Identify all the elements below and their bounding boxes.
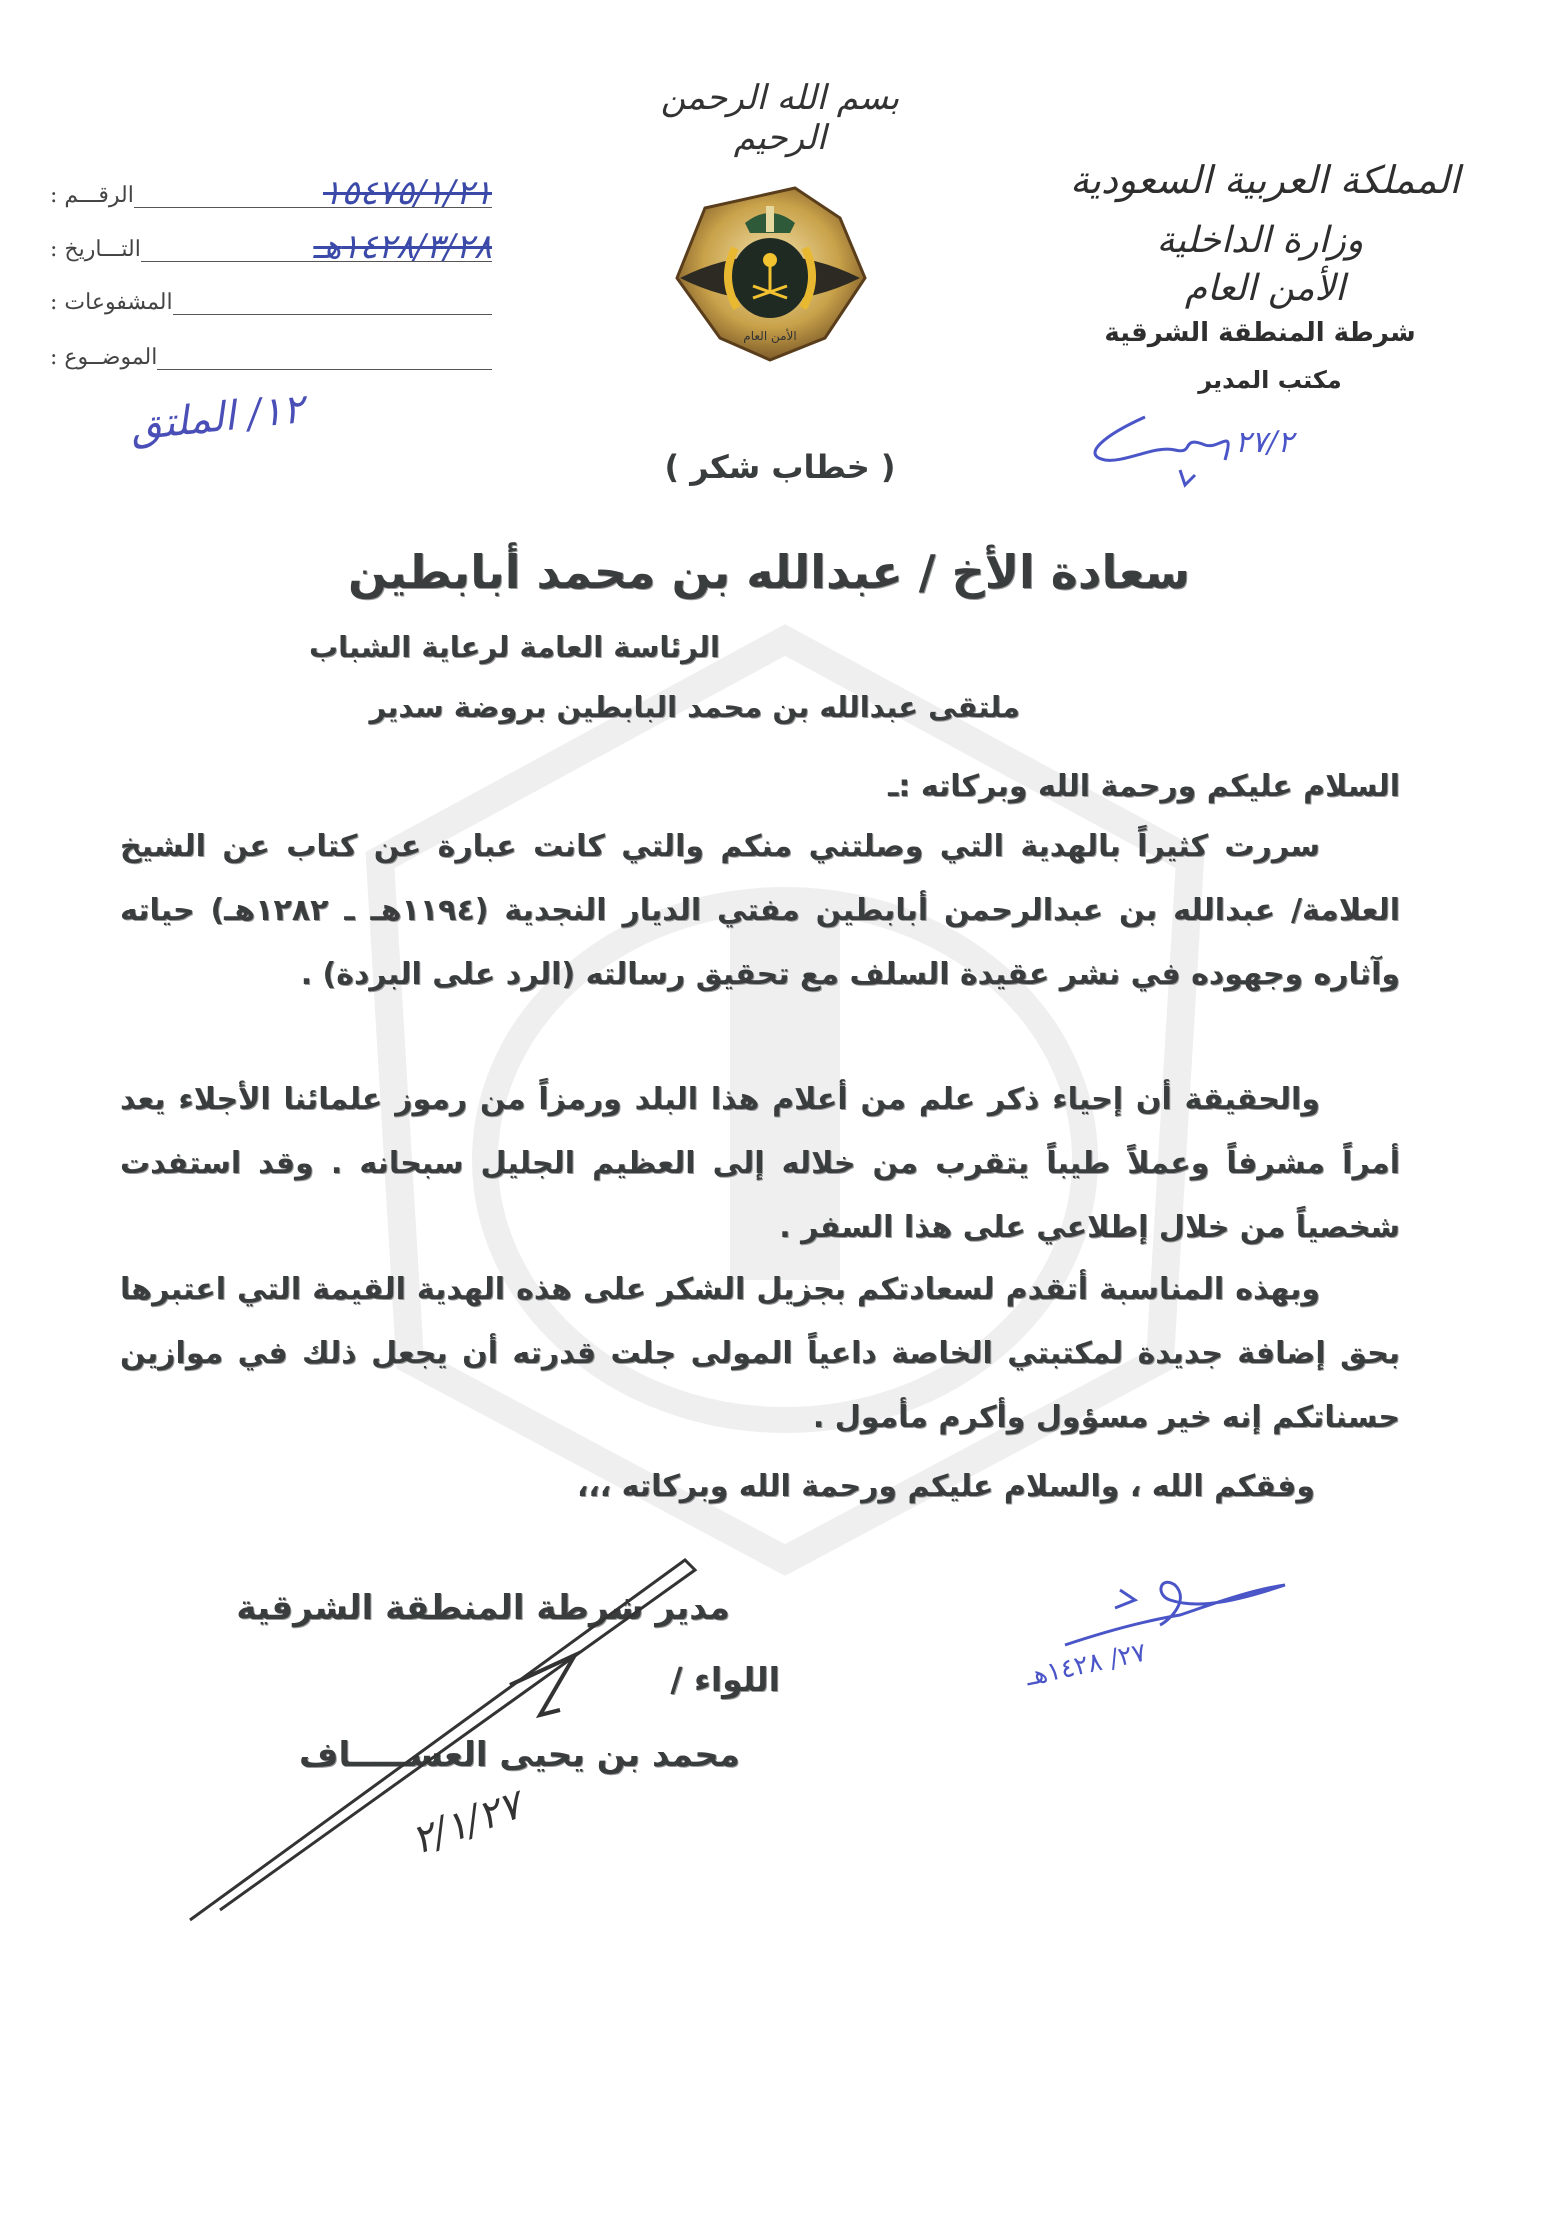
handwritten-note: ١٢/ الملتق: [128, 386, 307, 450]
recipient-forum: ملتقى عبدالله بن محمد البابطين بروضة سدير: [369, 690, 1020, 724]
date-label: التـــاريخ :: [50, 237, 141, 262]
date-value: ١٤٢٨/٣/٢٨هـ: [313, 227, 492, 267]
attachments-label: المشفوعات :: [50, 290, 173, 315]
side-signature-scribble: [1060, 1570, 1290, 1650]
body-paragraph: وبهذه المناسبة أتقدم لسعادتكم بجزيل الشكر على هذه الهدية القيمة التي اعتبرها بحق إضافة جديدة لمكتبتي الخاصة داعياً المولى جلت قدرته أن يجعل ذلك في موازين حسناتكم إنه خير مسؤول وأكرم مأمول .: [120, 1272, 1400, 1435]
office-signature-scribble: [1085, 405, 1365, 495]
org-police: شرطة المنطقة الشرقية: [1104, 318, 1416, 348]
recipient-organization: الرئاسة العامة لرعاية الشباب: [309, 630, 720, 664]
number-value: ١٥٤٧٥/١/٢١: [322, 173, 492, 213]
org-office: مكتب المدير: [1198, 366, 1342, 394]
org-ministry: وزارة الداخلية: [1156, 220, 1364, 261]
director-signature: [180, 1545, 720, 1925]
signatory-rank: اللواء /: [670, 1660, 780, 1699]
attachments-field: [173, 284, 492, 315]
signature-handwritten-date: ٢/١/٢٧: [405, 1782, 528, 1864]
emblem-caption: الأمن العام: [743, 329, 797, 343]
subject-label: الموضــوع :: [50, 345, 158, 370]
org-department: الأمن العام: [1184, 268, 1346, 309]
recipient-name: سعادة الأخ / عبدالله بن محمد أبابطين: [347, 545, 1190, 599]
body-paragraph: سررت كثيراً بالهدية التي وصلتني منكم والتي كانت عبارة عن كتاب عن الشيخ العلامة/ عبدالله بن عبدالرحمن أبابطين مفتي الديار النجدية (١١٩٤هـ ـ ١٢٨٢هـ) حياته وآثاره وجهوده في نشر عقيدة السلف مع تحقيق رسالته (الرد على البردة) .: [120, 829, 1400, 992]
signatory-name: محمد بن يحيى العســـــاف: [299, 1735, 740, 1775]
org-kingdom: المملكة العربية السعودية: [1070, 158, 1460, 202]
number-field: [134, 173, 492, 213]
letter-title: ( خطاب شكر ): [664, 448, 896, 486]
meta-attachments-row: [50, 275, 500, 315]
basmala: بسم الله الرحمن الرحيم: [660, 78, 900, 158]
public-security-emblem-icon: [665, 178, 875, 363]
meta-date-row: [50, 222, 500, 267]
date-field: [141, 227, 492, 267]
meta-number-row: [50, 168, 500, 213]
body-paragraph: والحقيقة أن إحياء ذكر علم من أعلام هذا البلد ورمزاً من رموز علمائنا الأجلاء يعد أمراً مشرفاً وعملاً طيباً يتقرب من خلاله إلى العظيم الجليل سبحانه . وقد استفدت شخصياً من خلال إطلاعي على هذا السفر .: [120, 1082, 1400, 1245]
signatory-title: مدير شرطة المنطقة الشرقية: [236, 1588, 730, 1628]
greeting: السلام عليكم ورحمة الله وبركاته :ـ: [888, 769, 1400, 804]
closing: وفقكم الله ، والسلام عليكم ورحمة الله وبركاته ،،،: [576, 1469, 1315, 1504]
number-label: الرقـــم :: [50, 183, 134, 208]
office-annotation: ٢٧/٢: [1235, 425, 1294, 460]
meta-subject-row: [50, 330, 500, 370]
side-annotation: ٢٧/ ١٤٢٨هـ: [1023, 1637, 1149, 1693]
subject-field: [157, 339, 492, 370]
